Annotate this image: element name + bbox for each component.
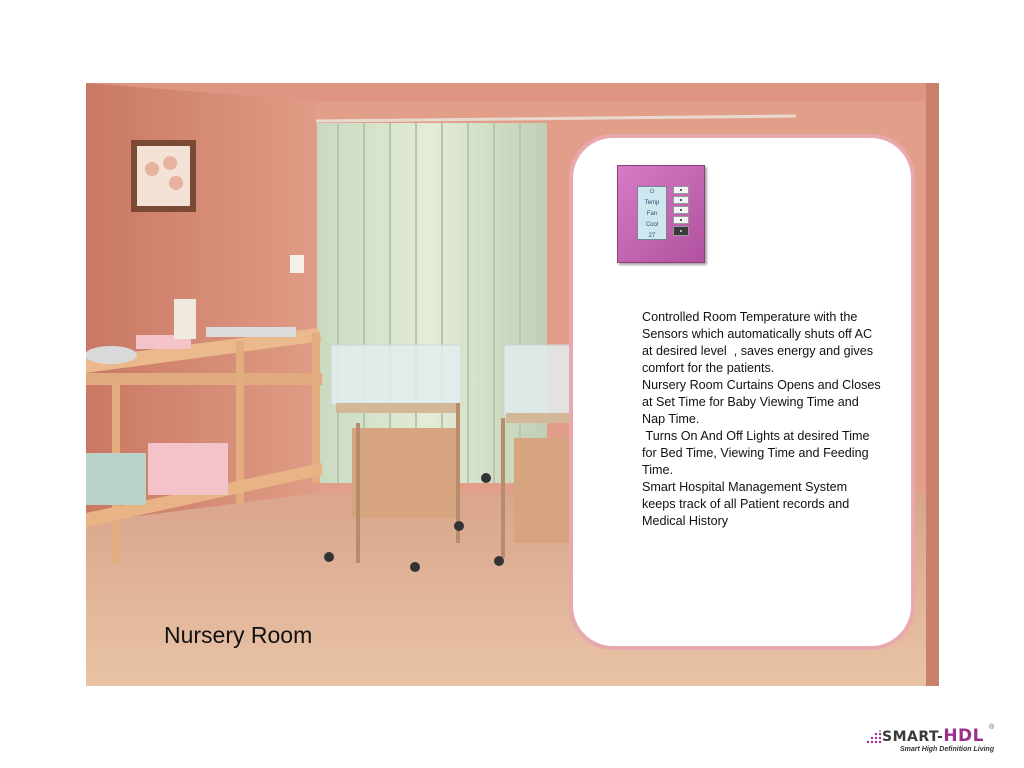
feature-paragraph-lights: Turns On And Off Lights at desired Time for Bed Time, Viewing Time and Feeding Time. — [642, 429, 873, 477]
power-icon: ⏻ — [649, 189, 655, 195]
room-caption: Nursery Room — [164, 622, 313, 648]
panel-line-temperature: 27 — [648, 233, 656, 239]
feature-paragraph-records: Smart Hospital Management System keeps track of all Patient records and Medical History — [642, 480, 853, 528]
feature-paragraph-curtains: Nursery Room Curtains Opens and Closes at Set Time for Baby Viewing Time and Nap Time. — [642, 378, 885, 426]
registered-mark: ® — [989, 724, 995, 731]
panel-button — [673, 216, 689, 224]
panel-button — [673, 206, 689, 214]
smart-hdl-logo — [866, 724, 998, 760]
hvac-control-panel — [617, 165, 705, 263]
panel-display — [637, 186, 667, 240]
panel-line-temp: Temp — [644, 200, 660, 206]
feature-description — [642, 309, 885, 530]
info-card — [569, 134, 915, 650]
brand-tagline: Smart High Definition Living — [900, 746, 995, 753]
brand-name — [882, 726, 984, 746]
brand-name-smart: SMART- — [882, 729, 944, 745]
panel-button — [673, 196, 689, 204]
panel-button — [673, 226, 689, 236]
panel-button — [673, 186, 689, 194]
panel-line-fan: Fan — [646, 211, 658, 217]
panel-button-column — [673, 186, 689, 238]
panel-line-cool: Cool — [645, 222, 659, 228]
feature-paragraph-temperature: Controlled Room Temperature with the Sensors which automatically shuts off AC at desired level , saves energy and gives comfort for the patients. — [642, 310, 877, 375]
brand-name-hdl: HDL — [943, 726, 984, 746]
